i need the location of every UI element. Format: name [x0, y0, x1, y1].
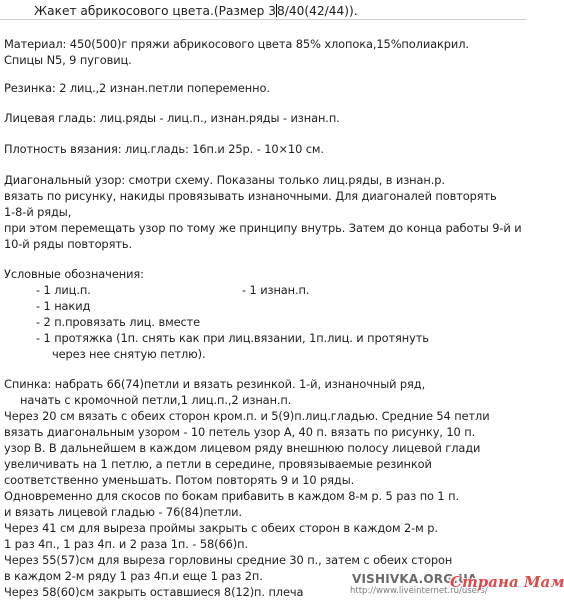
diagonal-pattern-line-1: Диагональный узор: смотри схему. Показаны только лиц.ряды, в изнан.р.	[4, 173, 445, 187]
diagonal-pattern-line-3: 1-8-й ряды,	[4, 205, 72, 219]
diagonal-pattern-line-4: при этом перемещать узор по тому же принципу внутрь. Затем до конца работы 9-й и	[4, 221, 522, 235]
back-line-9: и вязать лицевой гладью - 76(84)петли.	[4, 505, 242, 519]
diagonal-pattern-line-2: вязать по рисунку, накиды провязывать изнаночными. Для диагоналей повторять	[4, 189, 497, 203]
materials-line: Материал: 450(500)г пряжи абрикосового цвета 85% хлопока,15%полиакрил.	[4, 37, 469, 51]
watermark-brand-logo: Страна Мам	[450, 573, 564, 591]
back-line-5: узор В. В дальнейшем в каждом лицевом ряду внешнюю полосу лицевой глади	[4, 441, 481, 455]
back-line-2: начать с кромочной петли,1 лиц.п.,2 изнан.п.	[20, 393, 292, 407]
legend-row-1	[36, 282, 436, 298]
back-line-7: соответственно уменьшать. Потом повторять 9 и 10 ряды.	[4, 473, 355, 487]
back-line-12: Через 55(57)см для выреза горловины средние 30 п., затем с обеих сторон	[4, 553, 453, 567]
watermark-site: VISHIVKA.ORG.UA	[352, 572, 478, 586]
legend-heading: Условные обозначения:	[4, 267, 144, 281]
legend-knit: - 1 лиц.п.	[36, 283, 91, 297]
document-title	[34, 0, 358, 18]
legend-purl: - 1 изнан.п.	[242, 283, 310, 297]
stockinette-line: Лицевая гладь: лиц.ряды - лиц.п., изнан.ряды - изнан.п.	[4, 111, 340, 125]
rib-stitch-line: Резинка: 2 лиц.,2 изнан.петли попеременно.	[4, 81, 270, 95]
back-line-10: Через 41 см для выреза проймы закрыть с обеих сторон в каждом 2-м р.	[4, 521, 438, 535]
back-line-1: Спинка: набрать 66(74)петли и вязать резинкой. 1-й, изнаночный ряд,	[4, 377, 426, 391]
back-line-14: Через 58(60)см закрыть оставшиеся 8(12)п. плеча	[4, 585, 304, 599]
back-line-6: увеличивать на 1 петлю, а петли в середине, провязываемые резинкой	[4, 457, 432, 471]
back-line-3: Через 20 см вязать с обеих сторон кром.п. и 5(9)п.лиц.гладью. Средние 54 петли	[4, 409, 490, 423]
back-line-8: Одновременно для скосов по бокам прибавить в каждом 8-м р. 5 раз по 1 п.	[4, 489, 459, 503]
legend-yarn-over: - 1 накид	[36, 299, 91, 313]
needles-line: Спицы N5, 9 пуговиц.	[4, 53, 132, 67]
title-text-start: Жакет абрикосового цвета.(Размер 3	[34, 4, 276, 18]
legend-k2tog: - 2 п.провязать лиц. вместе	[36, 315, 201, 329]
watermark	[350, 572, 564, 598]
back-line-4: вязать диагональным узором - 10 петель узор А, 40 п. вязать по рисунку, 10 п.	[4, 425, 476, 439]
back-line-13: в каждом 2-м ряду 1 раз 4п.и еще 1 раз 2п.	[4, 569, 263, 583]
watermark-url: http://www.liveinternet.ru/users/	[350, 586, 488, 596]
title-divider	[0, 19, 526, 20]
legend-pass-over: - 1 протяжка (1п. снять как при лиц.вязании, 1п.лиц. и протянуть	[36, 331, 429, 345]
diagonal-pattern-line-5: 10-й ряды повторять.	[4, 237, 132, 251]
back-line-11: 1 раз 4п., 1 раз 4п. и 2 раза 1п. - 58(66)п.	[4, 537, 248, 551]
gauge-line: Плотность вязания: лиц.гладь: 16п.и 25р. - 10×10 см.	[4, 142, 324, 156]
title-text-end: 8/40(42/44)).	[276, 4, 358, 18]
legend-pass-over-cont: через нее снятую петлю).	[52, 347, 206, 361]
